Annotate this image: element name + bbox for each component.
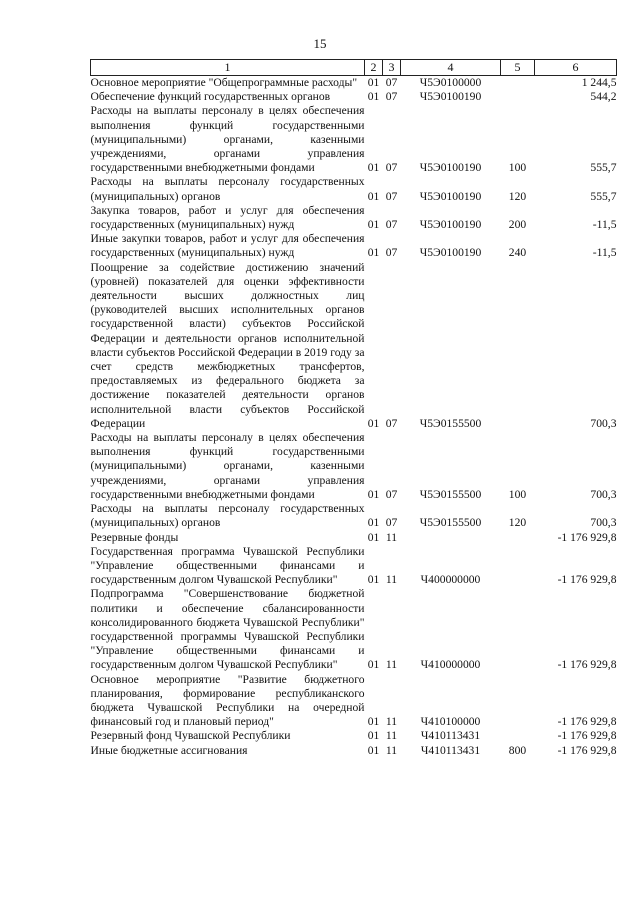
target-article-code <box>401 531 501 545</box>
row-description: Закупка товаров, работ и услуг для обеспечения государственных (муниципальных) нужд <box>90 203 365 232</box>
amount: -1 176 929,8 <box>557 530 617 544</box>
expense-type-code: 100 <box>508 487 527 501</box>
subsection-code: 07 <box>385 218 398 232</box>
table-row <box>91 90 617 104</box>
table-row <box>91 587 617 672</box>
row-description: Расходы на выплаты персоналу в целях обеспечения выполнения функций государственными (муниципальными) органами, казенными учреждениями, органами управления государственными внебюджетными фондами <box>90 104 365 175</box>
table-row <box>91 431 617 502</box>
section-code: 01 <box>367 487 380 501</box>
subsection-code: 07 <box>385 76 398 89</box>
table-header-row <box>91 60 617 76</box>
row-description: Подпрограмма "Совершенствование бюджетной политики и обеспечение сбалансированности консолидированного бюджета Чувашской Республики" государственной программы Чувашской Республики "Управление общественными финансами и государственным долгом Чувашской Республики" <box>90 587 365 672</box>
section-code: 01 <box>367 90 380 104</box>
target-article-code: Ч5Э0155500 <box>419 487 482 501</box>
target-article-code: Ч5Э0100000 <box>419 76 482 89</box>
subsection-code: 07 <box>385 487 398 501</box>
section-code: 01 <box>367 189 380 203</box>
section-code: 01 <box>367 573 380 587</box>
row-description: Иные бюджетные ассигнования <box>90 743 248 757</box>
section-code: 01 <box>367 658 380 672</box>
subsection-code: 11 <box>385 743 398 757</box>
amount: 555,7 <box>590 189 617 203</box>
target-article-code: Ч5Э0100190 <box>419 189 482 203</box>
column-header: 6 <box>535 60 617 76</box>
table-row <box>91 204 617 232</box>
target-article-code: Ч5Э0155500 <box>419 516 482 530</box>
table-row <box>91 673 617 730</box>
target-article-code: Ч5Э0100190 <box>419 161 482 175</box>
amount: 700,3 <box>590 416 617 430</box>
section-code: 01 <box>367 715 380 729</box>
amount: -11,5 <box>592 246 617 260</box>
column-header: 4 <box>401 60 501 76</box>
target-article-code: Ч410000000 <box>420 658 481 672</box>
subsection-code: 07 <box>385 161 398 175</box>
column-header: 5 <box>501 60 535 76</box>
row-description: Основное мероприятие "Общепрограммные расходы" <box>90 76 358 89</box>
amount: 1 244,5 <box>581 76 617 89</box>
subsection-code: 07 <box>385 516 398 530</box>
amount: 700,3 <box>590 516 617 530</box>
subsection-code: 11 <box>385 658 398 672</box>
amount: -11,5 <box>592 218 617 232</box>
expense-type-code: 200 <box>508 218 527 232</box>
section-code: 01 <box>367 218 380 232</box>
subsection-code: 11 <box>385 530 398 544</box>
subsection-code: 07 <box>385 90 398 104</box>
table-row <box>91 76 617 91</box>
section-code: 01 <box>367 743 380 757</box>
amount: -1 176 929,8 <box>557 658 617 672</box>
row-description: Иные закупки товаров, работ и услуг для обеспечения государственных (муниципальных) нужд <box>90 232 365 260</box>
amount: -1 176 929,8 <box>557 573 617 587</box>
section-code: 01 <box>367 161 380 175</box>
target-article-code: Ч410100000 <box>420 715 481 729</box>
row-description: Расходы на выплаты персоналу в целях обеспечения выполнения функций государственными (муниципальными) органами, казенными учреждениями, органами управления государственными внебюджетными фондами <box>90 431 365 501</box>
expense-type-code: 120 <box>508 189 527 203</box>
amount: 544,2 <box>590 90 617 104</box>
expense-type-code <box>501 261 535 431</box>
page-number: 15 <box>313 36 327 51</box>
table-row <box>91 175 617 203</box>
target-article-code: Ч400000000 <box>420 573 481 587</box>
target-article-code: Ч5Э0100190 <box>419 218 482 232</box>
table-row <box>91 744 617 758</box>
expense-type-code <box>501 729 535 743</box>
section-code: 01 <box>367 530 380 544</box>
section-code: 01 <box>367 516 380 530</box>
table-row <box>91 729 617 743</box>
row-description: Резервные фонды <box>90 530 179 544</box>
expense-type-code: 800 <box>508 743 527 757</box>
expense-type-code <box>501 673 535 730</box>
expense-type-code: 120 <box>508 516 527 530</box>
amount: -1 176 929,8 <box>557 729 617 743</box>
amount: -1 176 929,8 <box>557 715 617 729</box>
table-row <box>91 502 617 530</box>
table-row <box>91 545 617 588</box>
subsection-code: 07 <box>385 246 398 260</box>
table-row <box>91 531 617 545</box>
target-article-code: Ч410113431 <box>420 729 481 743</box>
subsection-code: 11 <box>385 729 398 743</box>
table-row <box>91 232 617 260</box>
section-code: 01 <box>367 246 380 260</box>
table-row <box>91 261 617 431</box>
column-header: 2 <box>365 60 383 76</box>
section-code: 01 <box>367 729 380 743</box>
row-description: Государственная программа Чувашской Республики "Управление общественными финансами и государственным долгом Чувашской Республики" <box>90 544 365 587</box>
target-article-code: Ч5Э0100190 <box>419 246 482 260</box>
amount: 700,3 <box>590 487 617 501</box>
table-row <box>91 104 617 175</box>
amount: -1 176 929,8 <box>557 743 617 757</box>
row-description: Поощрение за содействие достижению значений (уровней) показателей для оценки эффективности деятельности высших должностных лиц (руководителей высших исполнительных органов государственной власти) субъектов Российской Федерации и деятельности органов исполнительной власти субъектов Российской Федерации в 2019 году за счет средств межбюджетных трансфертов, предоставляемых из федерального бюджета за достижение показателей деятельности органов исполнительной власти субъектов Российской Федерации <box>90 260 365 430</box>
expense-type-code: 240 <box>508 246 527 260</box>
column-header: 1 <box>91 60 365 76</box>
subsection-code: 11 <box>385 715 398 729</box>
expense-type-code <box>501 76 535 91</box>
section-code: 01 <box>367 416 380 430</box>
row-description: Резервный фонд Чувашской Республики <box>90 729 291 743</box>
column-header: 3 <box>383 60 401 76</box>
expense-type-code <box>501 531 535 545</box>
expense-type-code <box>501 90 535 104</box>
target-article-code: Ч5Э0155500 <box>419 416 482 430</box>
expense-type-code <box>501 545 535 588</box>
row-description: Расходы на выплаты персоналу государственных (муниципальных) органов <box>90 502 365 530</box>
subsection-code: 07 <box>385 416 398 430</box>
row-description: Основное мероприятие "Развитие бюджетного планирования, формирование республиканского бюджета Чувашской Республики на очередной финансовый год и плановый период" <box>90 672 365 729</box>
subsection-code: 11 <box>385 573 398 587</box>
target-article-code: Ч410113431 <box>420 743 481 757</box>
row-description: Расходы на выплаты персоналу государственных (муниципальных) органов <box>90 175 365 203</box>
subsection-code: 07 <box>385 189 398 203</box>
budget-table <box>90 59 617 758</box>
section-code: 01 <box>367 76 380 89</box>
amount: 555,7 <box>590 161 617 175</box>
expense-type-code <box>501 587 535 672</box>
row-description: Обеспечение функций государственных органов <box>90 90 331 104</box>
target-article-code: Ч5Э0100190 <box>419 90 482 104</box>
expense-type-code: 100 <box>508 161 527 175</box>
